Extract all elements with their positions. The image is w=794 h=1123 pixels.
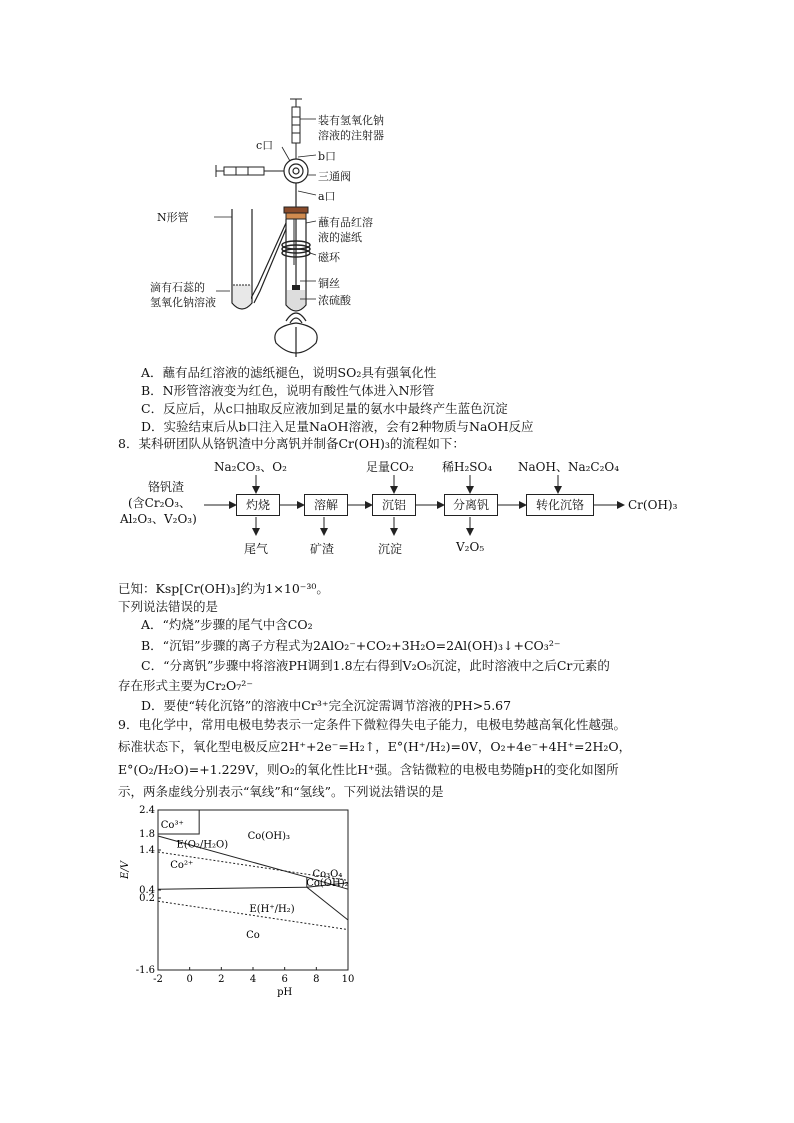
label-filter-2: 液的滤纸 xyxy=(318,231,362,244)
stopper-bottom xyxy=(286,213,306,219)
x-tick-label: 2 xyxy=(218,974,225,985)
label-valve: 三通阀 xyxy=(318,170,351,183)
q8-option-b: B．“沉铝”步骤的离子方程式为2AlO₂⁻+CO₂+3H₂O=2Al(OH)₃↓+CO₃²⁻ xyxy=(141,638,561,653)
q8-option-c-line1: C．“分离钒”步骤中将溶液PH调到1.8左右得到V₂O₅沉淀，此时溶液中之后Cr元素的 xyxy=(141,658,610,673)
stopper-top xyxy=(284,207,308,213)
label-litmus-1: 滴有石蕊的 xyxy=(150,281,205,294)
y-tick-label: 2.4 xyxy=(139,805,155,816)
flow-step-v-separate: 分离钒 xyxy=(444,494,498,516)
label-filter-1: 蘸有品红溶 xyxy=(318,216,373,229)
label-syringe-2: 溶液的注射器 xyxy=(318,129,384,142)
region-label: Co(OH)₂ xyxy=(306,878,349,889)
dashed-line-label: E(O₂/H₂O) xyxy=(176,839,229,851)
y-axis-label: E/V xyxy=(120,861,131,879)
q8-stem: 8．某科研团队从铬钒渣中分离钒并制备Cr(OH)₃的流程如下： xyxy=(118,436,465,451)
region-label: Co₃O₄ xyxy=(312,869,343,881)
flow-raw-2: (含Cr₂O₃、 xyxy=(128,496,192,510)
q7-option-d: D．实验结束后从b口注入足量NaOH溶液，会有2种物质与NaOH反应 xyxy=(141,419,534,434)
q8-option-a: A．“灼烧”步骤的尾气中含CO₂ xyxy=(141,617,313,632)
alcohol-lamp xyxy=(275,313,317,357)
y-tick-label: 0.4 xyxy=(139,885,155,896)
x-tick-label: 4 xyxy=(249,974,257,985)
flow-step-cr-precip: 转化沉铬 xyxy=(526,494,594,516)
q7-option-a: A．蘸有品红溶液的滤纸褪色，说明SO₂具有强氧化性 xyxy=(141,365,437,380)
boundary-line-8 xyxy=(307,887,348,920)
region-label: Co(OH)₃ xyxy=(247,830,291,842)
region-label: Co xyxy=(246,930,260,941)
region-label: Co²⁺ xyxy=(170,860,194,871)
flow-out-4: V₂O₅ xyxy=(456,540,485,554)
x-tick-label: -2 xyxy=(153,974,163,985)
q8-option-d: D．要使“转化沉铬”的溶液中Cr³⁺完全沉淀需调节溶液的PH>5.67 xyxy=(141,698,512,713)
flow-reagent-5: NaOH、Na₂C₂O₄ xyxy=(518,460,620,474)
flow-reagent-1: Na₂CO₃、O₂ xyxy=(214,460,287,474)
q9-line-1: 9．电化学中，常用电极电势表示一定条件下微粒得失电子能力，电极电势越高氧化性越强。 xyxy=(118,717,626,732)
flow-step-al-precip: 沉铝 xyxy=(372,494,416,516)
flow-raw-1: 铬钒渣 xyxy=(148,480,185,494)
acid-liquid xyxy=(287,290,305,310)
y-tick-label: 0.2 xyxy=(139,893,155,904)
label-syringe-1: 装有氢氧化钠 xyxy=(318,114,384,127)
q7-option-b: B．N形管溶液变为红色，说明有酸性气体进入N形管 xyxy=(141,383,435,398)
label-copper: 铜丝 xyxy=(318,277,340,290)
litmus-liquid xyxy=(233,285,251,308)
label-acid: 浓硫酸 xyxy=(318,294,351,307)
label-a-port: a口 xyxy=(318,190,336,203)
q9-line-4: 示，两条虚线分别表示“氧线”和“氢线”。下列说法错误的是 xyxy=(118,784,444,799)
q8-known: 已知：Ksp[Cr(OH)₃]约为1×10⁻³⁰。 xyxy=(118,581,329,596)
flow-product: Cr(OH)₃ xyxy=(628,498,678,512)
q9-line-2: 标准状态下，氧化型电极反应2H⁺+2e⁻=H₂↑，E°(H⁺/H₂)=0V，O₂+4e⁻+4H⁺=2H₂O， xyxy=(118,739,632,754)
label-b-port: b口 xyxy=(318,150,337,163)
flow-out-2: 矿渣 xyxy=(310,542,335,556)
y-tick-label: 1.8 xyxy=(139,829,155,840)
region-label: Co³⁺ xyxy=(160,820,184,831)
label-magnet: 磁环 xyxy=(318,251,340,264)
x-axis-label: pH xyxy=(277,987,293,998)
flow-step-dissolve: 溶解 xyxy=(304,494,348,516)
x-tick-label: 8 xyxy=(313,974,320,985)
syringe-vertical xyxy=(290,99,302,163)
y-tick-label: 1.4 xyxy=(139,845,155,856)
label-n-tube: N形管 xyxy=(157,211,189,224)
y-tick-label: -1.6 xyxy=(135,965,155,976)
x-tick-label: 0 xyxy=(186,974,193,985)
flow-reagent-3: 足量CO₂ xyxy=(366,460,414,474)
boundary-line-5 xyxy=(158,887,307,889)
x-tick-label: 6 xyxy=(281,974,288,985)
label-litmus-2: 氢氧化钠溶液 xyxy=(150,296,216,309)
three-way-valve xyxy=(284,159,308,207)
flow-raw-3: Al₂O₃、V₂O₃) xyxy=(120,512,197,526)
x-tick-label: 10 xyxy=(341,974,355,985)
q9-line-3: E°(O₂/H₂O)=+1.229V，则O₂的氧化性比H⁺强。含钴微粒的电极电势随pH的变化如图所 xyxy=(118,762,619,777)
label-c-port: c口 xyxy=(256,139,274,152)
connecting-tube xyxy=(250,223,286,300)
q8-option-c-line2: 存在形式主要为Cr₂O₇²⁻ xyxy=(118,678,253,693)
flow-out-3: 沉淀 xyxy=(378,542,403,556)
syringe-horizontal xyxy=(216,165,284,177)
flow-reagent-4: 稀H₂SO₄ xyxy=(442,460,493,474)
pourbaix-chart xyxy=(120,800,360,1005)
flow-step-burn: 灼烧 xyxy=(236,494,280,516)
q8-ask: 下列说法错误的是 xyxy=(118,599,219,614)
q7-option-c: C．反应后，从c口抽取反应液加到足量的氨水中最终产生蓝色沉淀 xyxy=(141,401,508,416)
flow-out-1: 尾气 xyxy=(244,542,269,556)
dashed-line-label: E(H⁺/H₂) xyxy=(249,904,295,915)
